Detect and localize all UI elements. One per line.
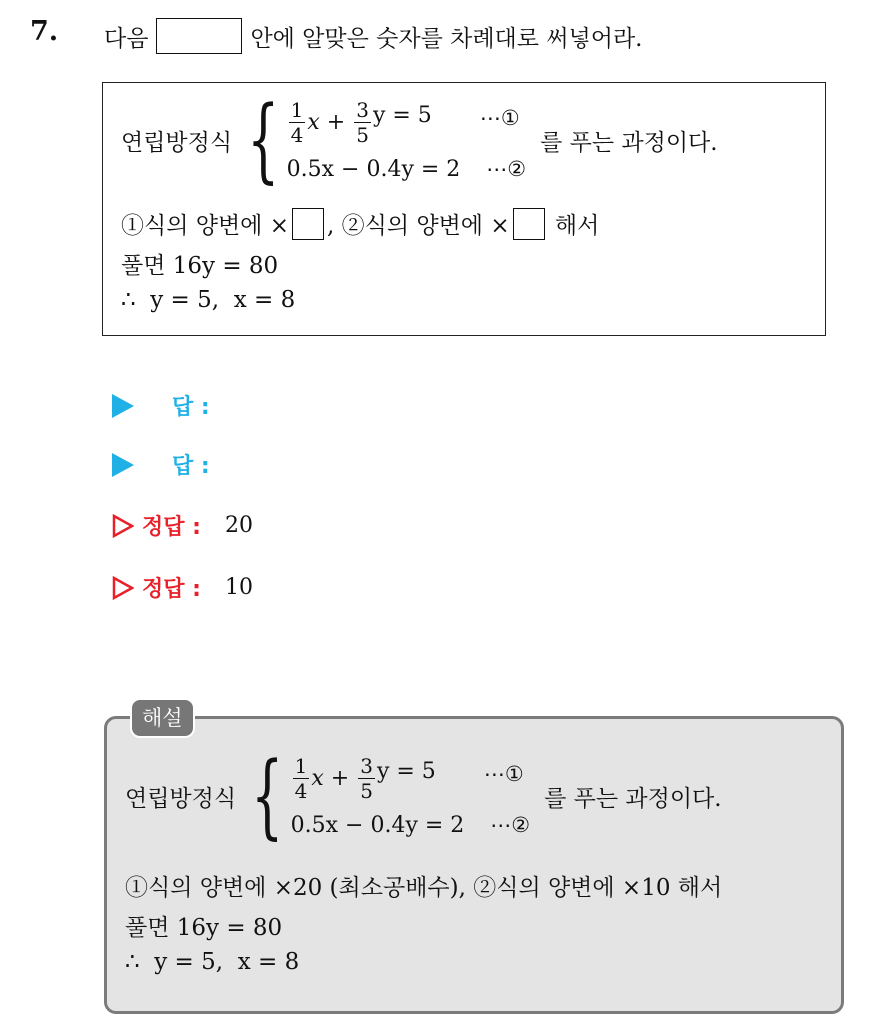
correct-value: 20 bbox=[224, 513, 253, 538]
solution-line-2: ①식의 양변에 ×20 (최소공배수), ②식의 양변에 ×10 해서 bbox=[125, 875, 723, 901]
equation-tag: ⋯② bbox=[486, 157, 527, 181]
left-brace: { bbox=[251, 742, 284, 849]
answer-blank-1 bbox=[292, 208, 324, 240]
solution-box bbox=[104, 716, 844, 1014]
answer-row-1[interactable]: 답 : bbox=[112, 390, 210, 421]
problem-lead: 연립방정식 bbox=[121, 129, 233, 156]
equation-system bbox=[242, 742, 531, 849]
equation-system bbox=[238, 86, 527, 193]
correct-value: 10 bbox=[224, 575, 253, 600]
problem-line-2: ①식의 양변에 × , ②식의 양변에 × 해서 bbox=[121, 207, 599, 240]
equation-1: $\frac{1}{4}$ x + $\frac{3}{5}$ y = 5 ⋯① bbox=[294, 753, 524, 803]
question-prompt bbox=[104, 18, 642, 54]
play-triangle-icon bbox=[112, 394, 134, 418]
solution-system-line: 연립방정식 { $\frac{1}{4}$ x + $\frac{3}{5}$ y = 5 ⋯① 0.5x − 0.4y = 2 ⋯② 를 푸는 과정이다. bbox=[125, 742, 722, 849]
outline-triangle-icon bbox=[112, 514, 134, 538]
correct-answer-row-2: 정답 : 10 bbox=[112, 572, 253, 603]
problem-box bbox=[102, 82, 826, 336]
equation-2: 0.5x − 0.4y = 2 ⋯② bbox=[286, 156, 527, 182]
fraction: $\frac{3}{5}$ bbox=[356, 97, 369, 147]
equation-1: $\frac{1}{4}$ x + $\frac{3}{5}$ y = 5 ⋯① bbox=[290, 97, 520, 147]
equation-2: 0.5x − 0.4y = 2 ⋯② bbox=[290, 812, 531, 838]
solution-line-3: 풀면 16y = 80 bbox=[125, 915, 283, 941]
play-triangle-icon bbox=[112, 453, 134, 477]
left-brace: { bbox=[247, 86, 280, 193]
question-number: 7. bbox=[30, 16, 59, 47]
problem-line-3: 풀면 16y = 80 bbox=[121, 253, 279, 279]
correct-answer-row-1: 정답 : 20 bbox=[112, 510, 253, 541]
fraction: $\frac{1}{4}$ bbox=[290, 97, 304, 147]
problem-line-4: ∴ y = 5, x = 8 bbox=[121, 287, 296, 313]
equation-tag: ⋯① bbox=[479, 106, 520, 130]
solution-tag: 해설 bbox=[130, 698, 195, 738]
question-text-before: 다음 bbox=[104, 25, 149, 52]
question-blank bbox=[156, 18, 242, 54]
problem-system-line bbox=[121, 86, 718, 193]
question-text-after: 안에 알맞은 숫자를 차례대로 써넣어라. bbox=[250, 25, 643, 52]
outline-triangle-icon bbox=[112, 576, 134, 600]
answer-blank-2 bbox=[513, 208, 545, 240]
answer-row-2[interactable]: 답 : bbox=[112, 449, 210, 480]
solution-line-4: ∴ y = 5, x = 8 bbox=[125, 949, 300, 975]
problem-tail: 를 푸는 과정이다. bbox=[540, 129, 718, 156]
